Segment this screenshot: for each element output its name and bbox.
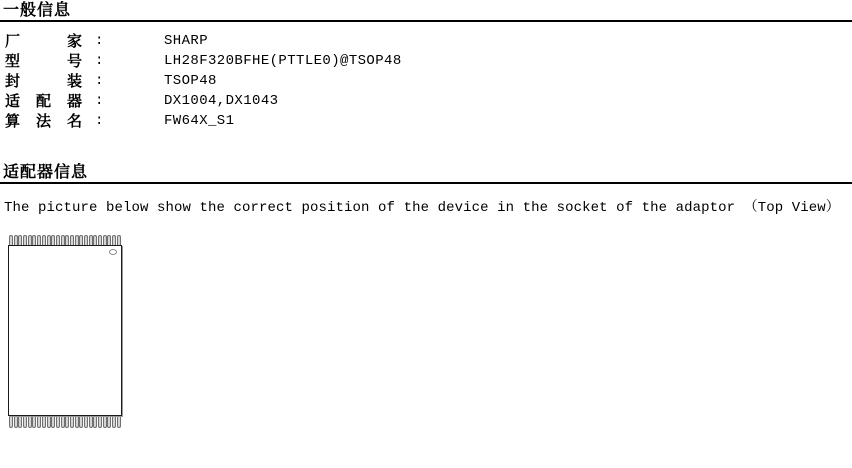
chip-pin	[70, 235, 74, 245]
chip-pin	[9, 416, 13, 428]
colon-separator: :	[95, 73, 104, 89]
chip-pin	[98, 235, 102, 245]
chip-pin	[79, 235, 83, 245]
package-label: 封装	[5, 72, 82, 90]
chip-pin	[112, 235, 116, 245]
adapter-info-section	[0, 162, 852, 428]
chip-pin	[32, 416, 36, 428]
chip-pins-bottom	[8, 416, 122, 428]
adapter-info-heading: 适配器信息	[0, 162, 852, 184]
chip-pin	[18, 416, 22, 428]
chip-pin	[98, 416, 102, 428]
field-row-part-number	[0, 51, 852, 71]
chip-pin	[112, 416, 116, 428]
chip-pin	[65, 416, 69, 428]
chip-pin	[103, 416, 107, 428]
part-number-value: LH28F320BFHE(PTTLE0)@TSOP48	[164, 53, 402, 69]
chip-pin	[93, 235, 97, 245]
colon-separator: :	[95, 93, 104, 109]
chip-pin	[117, 235, 121, 245]
adapter-description-text: The picture below show the correct position of the device in the socket of the adaptor （Top View）	[4, 200, 840, 216]
chip-pin	[56, 416, 60, 428]
chip-pin	[117, 416, 121, 428]
chip-pin	[32, 235, 36, 245]
part-number-label: 型号	[5, 52, 82, 70]
chip-pin	[28, 416, 32, 428]
chip-pin	[51, 235, 55, 245]
chip-pin	[47, 235, 51, 245]
chip-package-diagram	[8, 235, 122, 428]
chip-pin	[37, 235, 41, 245]
chip-pin	[9, 235, 13, 245]
general-info-fields	[0, 31, 852, 131]
chip-pin	[51, 416, 55, 428]
pin1-indicator-icon	[109, 249, 117, 255]
chip-pin	[28, 235, 32, 245]
chip-pin	[107, 416, 111, 428]
chip-pin	[89, 235, 93, 245]
chip-pin	[23, 235, 27, 245]
chip-pin	[37, 416, 41, 428]
chip-pin	[47, 416, 51, 428]
algorithm-label: 算法名	[5, 112, 82, 130]
field-row-adapter	[0, 91, 852, 111]
chip-pin	[75, 235, 79, 245]
chip-pins-top	[8, 235, 122, 245]
field-row-package	[0, 71, 852, 91]
chip-pin	[75, 416, 79, 428]
chip-pin	[107, 235, 111, 245]
chip-pin	[84, 235, 88, 245]
chip-pin	[89, 416, 93, 428]
chip-pin	[56, 235, 60, 245]
chip-body	[8, 245, 122, 416]
chip-pin	[70, 416, 74, 428]
chip-pin	[103, 235, 107, 245]
general-info-heading: 一般信息	[0, 0, 852, 22]
colon-separator: :	[95, 113, 104, 129]
package-value: TSOP48	[164, 73, 217, 89]
chip-pin	[23, 416, 27, 428]
chip-pin	[65, 235, 69, 245]
algorithm-value: FW64X_S1	[164, 113, 235, 129]
general-info-section	[0, 0, 852, 131]
adapter-label: 适配器	[5, 92, 82, 110]
chip-pin	[61, 235, 65, 245]
field-row-manufacturer	[0, 31, 852, 51]
chip-pin	[18, 235, 22, 245]
manufacturer-label: 厂家	[5, 32, 82, 50]
field-row-algorithm	[0, 111, 852, 131]
manufacturer-value: SHARP	[164, 33, 209, 49]
chip-pin	[14, 416, 18, 428]
chip-pin	[42, 416, 46, 428]
colon-separator: :	[95, 53, 104, 69]
chip-pin	[79, 416, 83, 428]
chip-pin	[42, 235, 46, 245]
chip-pin	[84, 416, 88, 428]
chip-pin	[61, 416, 65, 428]
chip-pin	[93, 416, 97, 428]
chip-pin	[14, 235, 18, 245]
adapter-value: DX1004,DX1043	[164, 93, 279, 109]
colon-separator: :	[95, 33, 104, 49]
